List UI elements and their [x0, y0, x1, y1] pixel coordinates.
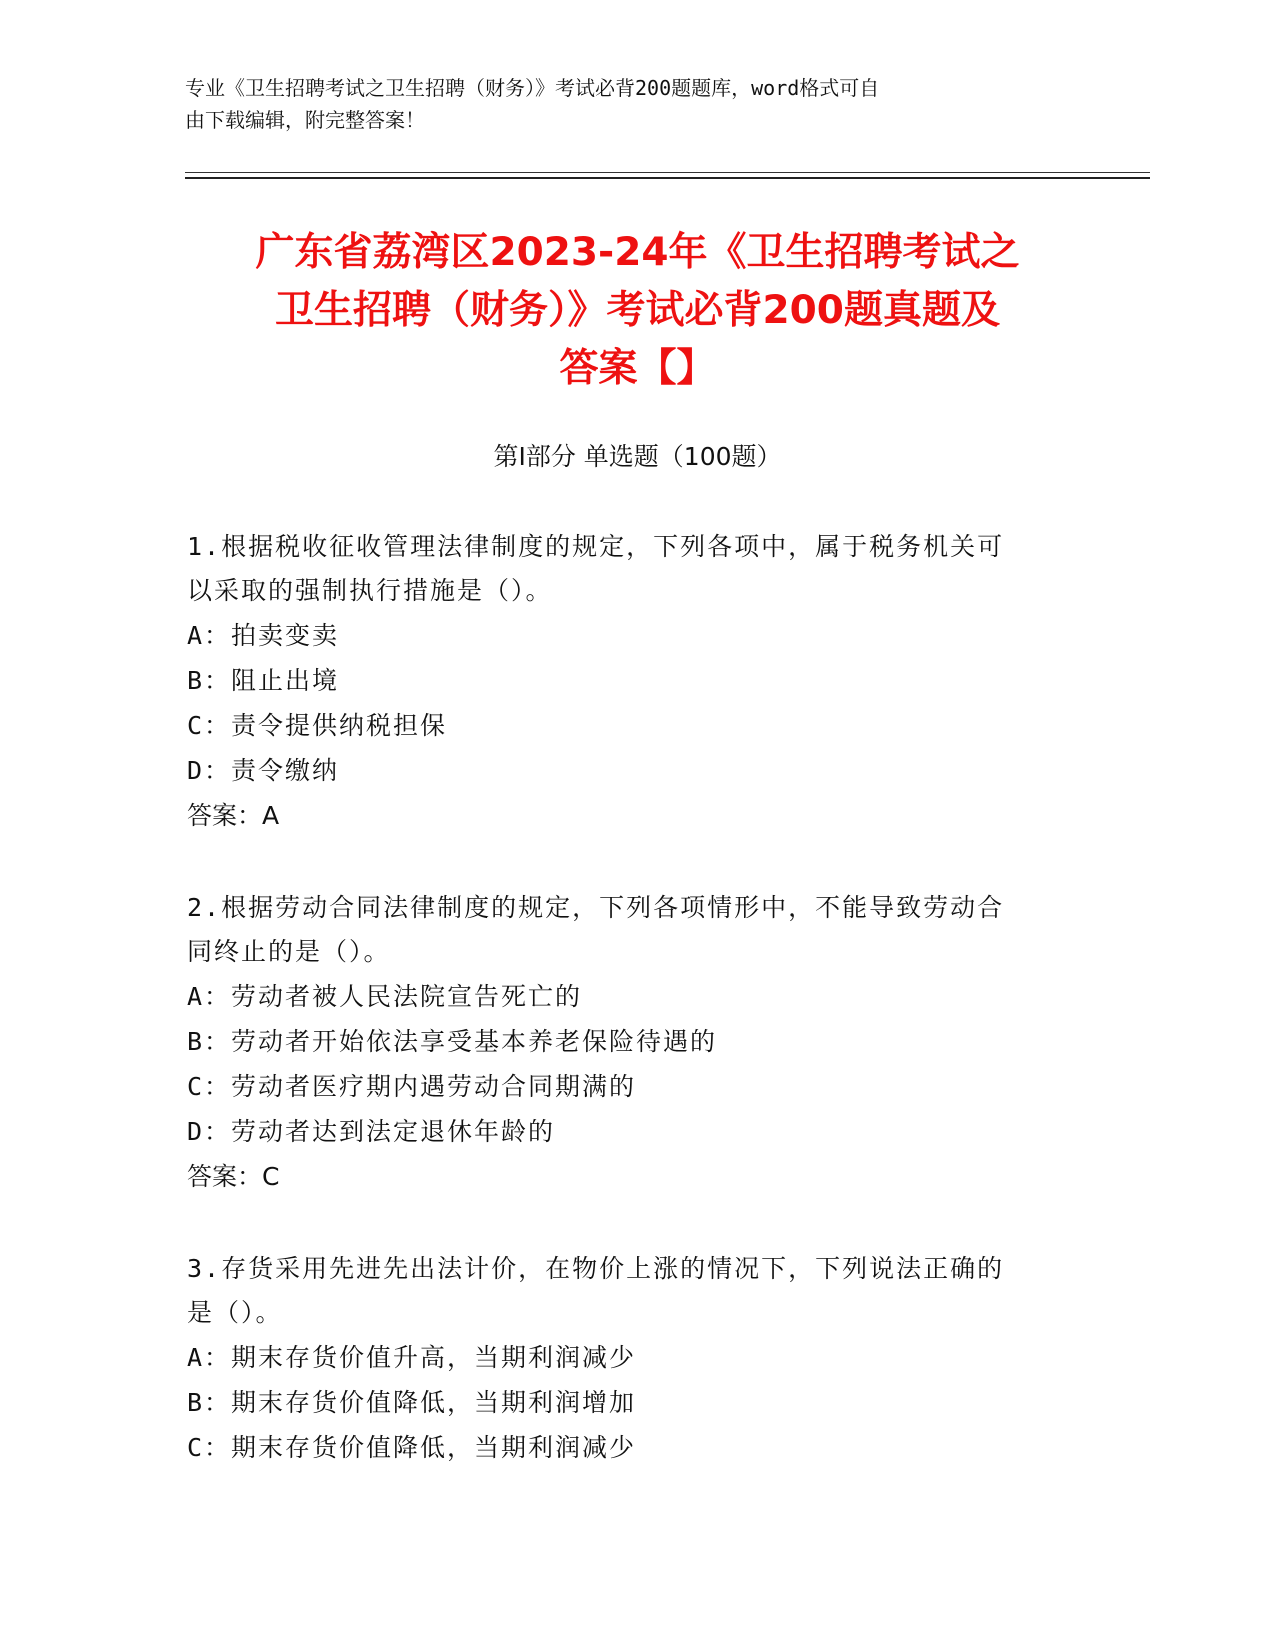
question-3	[187, 1247, 1067, 1470]
section-title: 第Ⅰ部分 单选题（100题）	[493, 442, 782, 471]
option-a: A：期末存货价值升高，当期利润减少	[187, 1343, 637, 1372]
question-stem: 同终止的是（）。	[187, 937, 391, 966]
option-d: D：劳动者达到法定退休年龄的	[187, 1117, 556, 1146]
title-line-2: 卫生招聘（财务）》考试必背200题真题及	[275, 288, 1000, 333]
question-stem: 1.根据税收征收管理法律制度的规定，下列各项中，属于税务机关可	[187, 532, 1005, 561]
option-a: A：拍卖变卖	[187, 621, 340, 650]
answer: 答案：A	[187, 801, 280, 830]
option-a: A：劳动者被人民法院宣告死亡的	[187, 982, 583, 1011]
header-rule-thick	[185, 177, 1150, 179]
document-header	[185, 72, 1065, 136]
option-b: B：阻止出境	[187, 666, 340, 695]
option-c: C：期末存货价值降低，当期利润减少	[187, 1433, 637, 1462]
question-stem: 是（）。	[187, 1298, 283, 1327]
title-line-3: 答案【】	[559, 346, 716, 391]
option-c: C：责令提供纳税担保	[187, 711, 448, 740]
question-2	[187, 886, 1067, 1199]
option-d: D：责令缴纳	[187, 756, 340, 785]
question-1	[187, 525, 1067, 838]
header-line-1: 专业《卫生招聘考试之卫生招聘（财务）》考试必背200题题库，word格式可自	[185, 76, 880, 100]
question-stem: 以采取的强制执行措施是（）。	[187, 576, 553, 605]
document-title	[170, 224, 1105, 398]
answer: 答案：C	[187, 1162, 280, 1191]
question-stem: 3.存货采用先进先出法计价，在物价上涨的情况下，下列说法正确的	[187, 1254, 1005, 1283]
header-rule-thin	[185, 172, 1150, 173]
question-list	[187, 525, 1067, 1518]
option-b: B：期末存货价值降低，当期利润增加	[187, 1388, 637, 1417]
option-b: B：劳动者开始依法享受基本养老保险待遇的	[187, 1027, 718, 1056]
option-c: C：劳动者医疗期内遇劳动合同期满的	[187, 1072, 637, 1101]
title-line-1: 广东省荔湾区2023-24年《卫生招聘考试之	[255, 230, 1020, 275]
question-stem: 2.根据劳动合同法律制度的规定，下列各项情形中，不能导致劳动合	[187, 893, 1005, 922]
header-line-2: 由下载编辑，附完整答案！	[185, 108, 425, 132]
